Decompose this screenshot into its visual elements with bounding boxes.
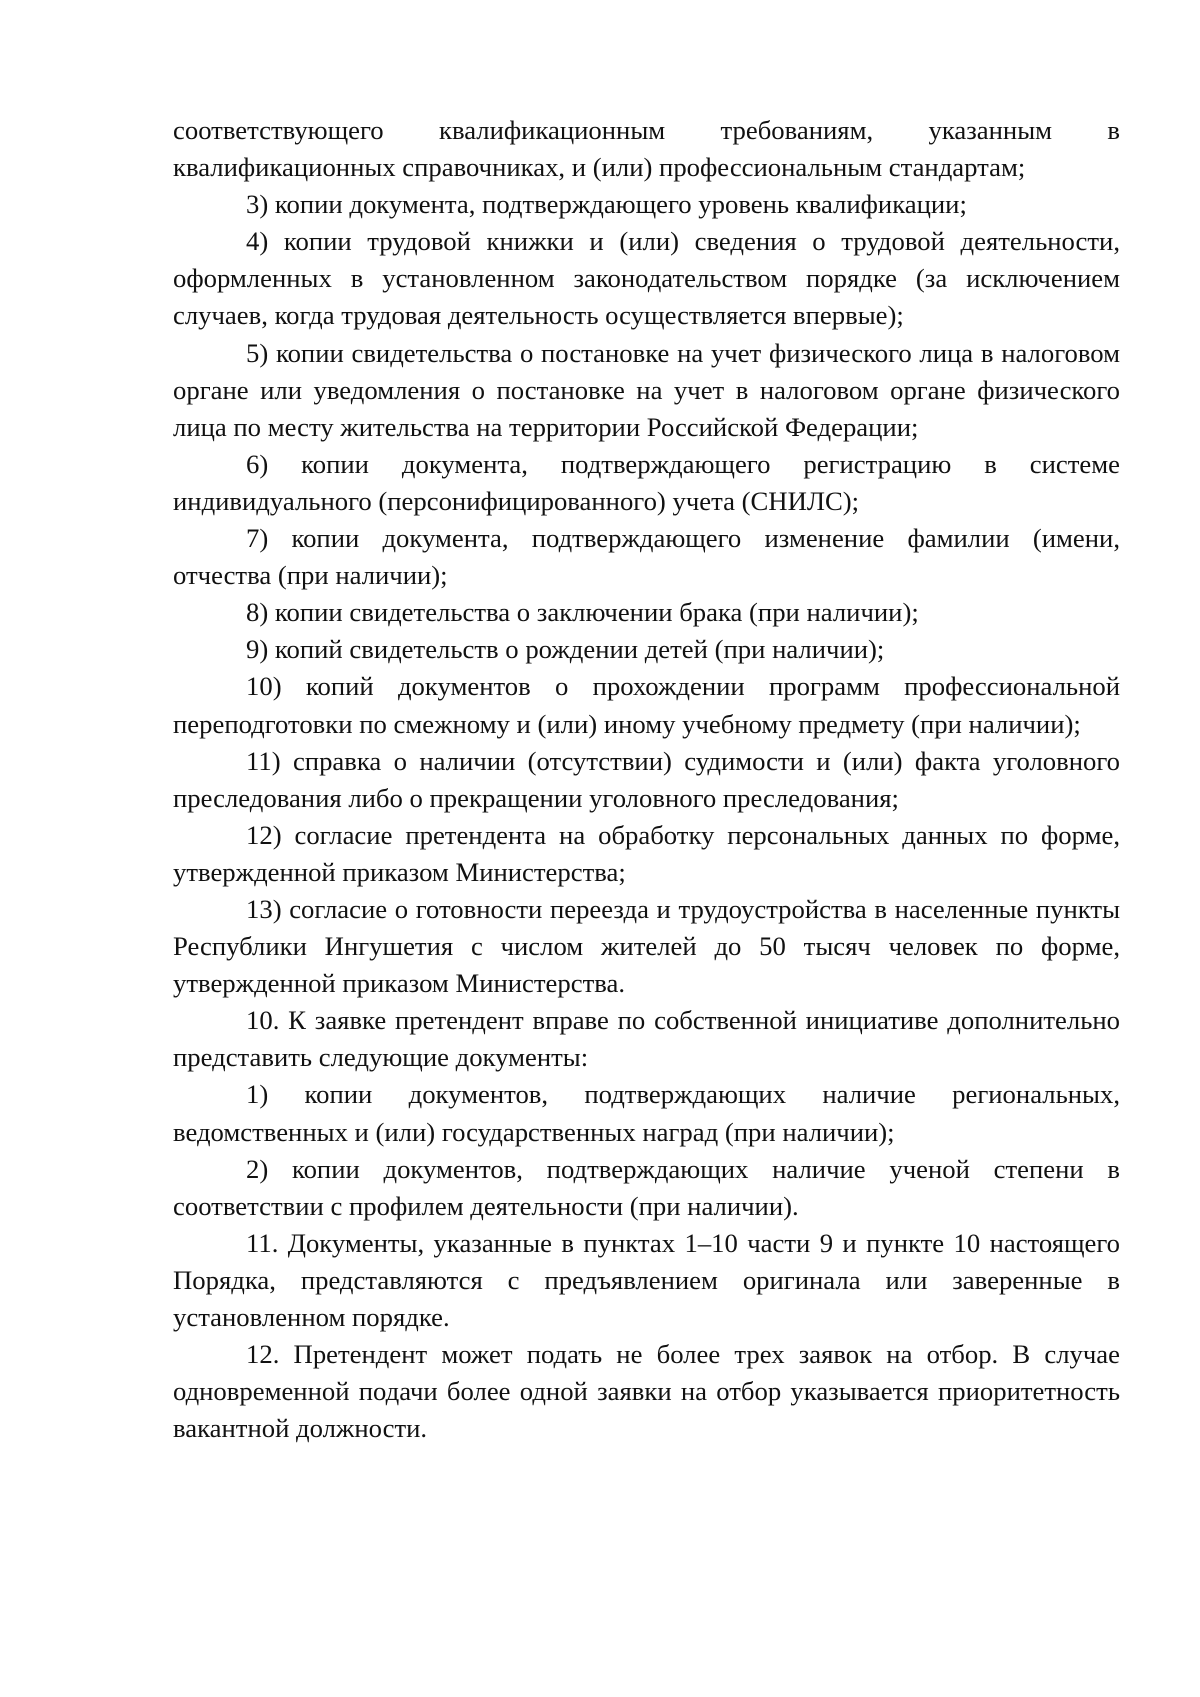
paragraph-item-9: 9) копий свидетельств о рождении детей (при наличии); bbox=[246, 634, 885, 665]
document-page bbox=[173, 112, 1120, 1447]
paragraph-item-4: 4) копии трудовой книжки и (или) сведения о трудовой деятельности, оформленных в установленном законодательством порядке (за исключением случаев, когда трудовая деятельность осуществляется впервые); bbox=[173, 226, 1120, 331]
paragraph-item-7: 7) копии документа, подтверждающего изменение фамилии (имени, отчества (при наличии); bbox=[173, 523, 1120, 591]
paragraph-item-12: 12) согласие претендента на обработку персональных данных по форме, утвержденной приказом Министерства; bbox=[173, 819, 1120, 887]
paragraph-item-10: 10) копий документов о прохождении программ профессиональной переподготовки по смежному и (или) иному учебному предмету (при наличии); bbox=[173, 671, 1120, 739]
paragraph-section-10-item-2: 2) копии документов, подтверждающих наличие ученой степени в соответствии с профилем деятельности (при наличии). bbox=[173, 1153, 1120, 1221]
paragraph-item-11: 11) справка о наличии (отсутствии) судимости и (или) факта уголовного преследования либо о прекращении уголовного преследования; bbox=[173, 745, 1120, 813]
paragraph-item-13: 13) согласие о готовности переезда и трудоустройства в населенные пункты Республики Ингушетия с числом жителей до 50 тысяч человек по форме, утвержденной приказом Министерства. bbox=[173, 893, 1120, 999]
paragraph-section-10: 10. К заявке претендент вправе по собственной инициативе дополнительно представить следующие документы: bbox=[173, 1005, 1120, 1073]
paragraph-section-11: 11. Документы, указанные в пунктах 1–10 части 9 и пункте 10 настоящего Порядка, представляются с предъявлением оригинала или заверенные в установленном порядке. bbox=[173, 1227, 1120, 1332]
paragraph-item-6: 6) копии документа, подтверждающего регистрацию в системе индивидуального (персонифицированного) учета (СНИЛС); bbox=[173, 448, 1120, 516]
paragraph-item-5: 5) копии свидетельства о постановке на учет физического лица в налоговом органе или уведомления о постановке на учет в налоговом органе физического лица по месту жительства на территории Российской Федерации; bbox=[173, 337, 1120, 442]
paragraph-section-12: 12. Претендент может подать не более трех заявок на отбор. В случае одновременной подачи более одной заявки на отбор указывается приоритетность вакантной должности. bbox=[173, 1339, 1120, 1444]
paragraph-continuation: соответствующего квалификационным требованиям, указанным в квалификационных справочниках, и (или) профессиональным стандартам; bbox=[173, 115, 1120, 183]
paragraph-section-10-item-1: 1) копии документов, подтверждающих наличие региональных, ведомственных и (или) государственных наград (при наличии); bbox=[173, 1079, 1120, 1147]
paragraph-item-3: 3) копии документа, подтверждающего уровень квалификации; bbox=[246, 189, 967, 220]
paragraph-item-8: 8) копии свидетельства о заключении брака (при наличии); bbox=[246, 597, 919, 628]
